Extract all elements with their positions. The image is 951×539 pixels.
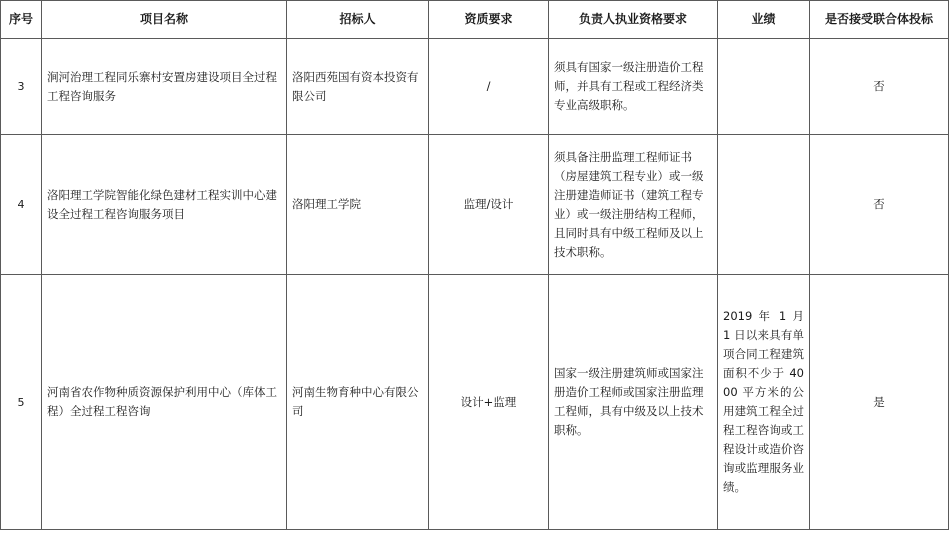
cell-tenderer: 河南生物育种中心有限公司: [287, 275, 429, 530]
header-personnel: 负责人执业资格要求: [549, 1, 718, 39]
cell-consortium: 否: [810, 39, 949, 135]
cell-consortium: 是: [810, 275, 949, 530]
cell-qualification: /: [429, 39, 549, 135]
header-seq: 序号: [1, 1, 42, 39]
cell-project: 涧河治理工程同乐寨村安置房建设项目全过程工程咨询服务: [42, 39, 287, 135]
cell-seq: 4: [1, 135, 42, 275]
cell-consortium: 否: [810, 135, 949, 275]
header-row: [1, 1, 949, 39]
cell-project: 洛阳理工学院智能化绿色建材工程实训中心建设全过程工程咨询服务项目: [42, 135, 287, 275]
cell-seq: 5: [1, 275, 42, 530]
cell-performance: 2019 年 1 月 1 日以来具有单项合同工程建筑面积不少于 4000 平方米的公用建筑工程全过程工程咨询或工程设计或造价咨询或监理服务业绩。: [718, 275, 810, 530]
cell-project: 河南省农作物种质资源保护利用中心（库体工程）全过程工程咨询: [42, 275, 287, 530]
cell-personnel: 国家一级注册建筑师或国家注册造价工程师或国家注册监理工程师，具有中级及以上技术职称。: [549, 275, 718, 530]
header-qualification: 资质要求: [429, 1, 549, 39]
header-project: 项目名称: [42, 1, 287, 39]
cell-performance: [718, 39, 810, 135]
table-row: [1, 39, 949, 135]
cell-performance: [718, 135, 810, 275]
cell-tenderer: 洛阳西苑国有资本投资有限公司: [287, 39, 429, 135]
header-performance: 业绩: [718, 1, 810, 39]
cell-personnel: 须具有国家一级注册造价工程师，并具有工程或工程经济类专业高级职称。: [549, 39, 718, 135]
header-tenderer: 招标人: [287, 1, 429, 39]
header-consortium: 是否接受联合体投标: [810, 1, 949, 39]
cell-seq: 3: [1, 39, 42, 135]
cell-qualification: 设计+监理: [429, 275, 549, 530]
table-row: [1, 135, 949, 275]
cell-tenderer: 洛阳理工学院: [287, 135, 429, 275]
table-row: [1, 275, 949, 530]
cell-qualification: 监理/设计: [429, 135, 549, 275]
cell-personnel: 须具备注册监理工程师证书（房屋建筑工程专业）或一级注册建造师证书（建筑工程专业）或一级注册结构工程师，且同时具有中级工程师及以上技术职称。: [549, 135, 718, 275]
